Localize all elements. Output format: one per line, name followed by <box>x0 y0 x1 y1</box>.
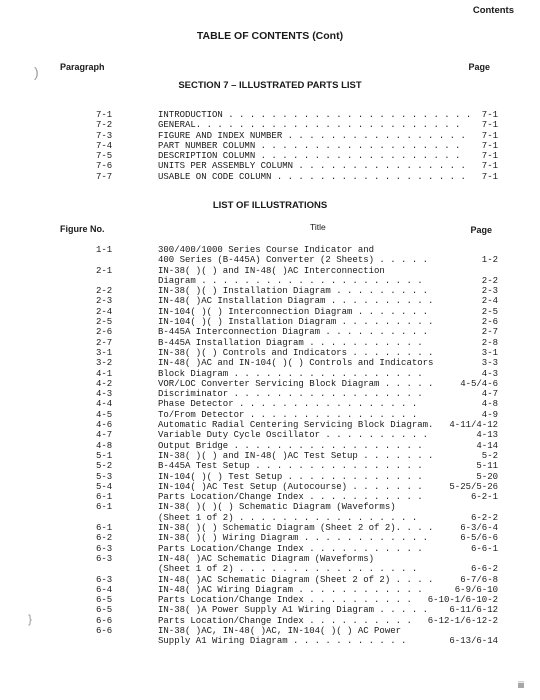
entry-title: INTRODUCTION . . . . . . . . . . . . . . . . . . . . . . . <box>158 110 472 120</box>
figure-entry <box>0 575 540 585</box>
figure-entry <box>0 533 540 543</box>
entry-page: 7-1 <box>481 140 498 151</box>
entry-title: DESCRIPTION COLUMN . . . . . . . . . . . . . . . . . . . <box>158 151 461 162</box>
entry-page: 7-1 <box>481 161 498 172</box>
entry-title: Parts Location/Change Index . . . . . . . . . . . <box>158 492 423 503</box>
entry-page: 4-5/4-6 <box>460 378 498 389</box>
entry-number: 4-4 <box>96 399 113 410</box>
figure-entry <box>0 441 540 451</box>
figure-entry <box>0 616 540 626</box>
entry-number: 4-2 <box>96 378 113 389</box>
entry-number: 5-4 <box>96 481 113 492</box>
figure-entry <box>0 245 540 255</box>
entry-page: 6-13/6-14 <box>449 636 498 647</box>
entry-title: IN-38( )( ) and IN-48( )AC Test Setup . . . . . . . <box>158 450 434 461</box>
entry-page: 2-4 <box>481 296 498 307</box>
page-number: iii <box>518 680 524 690</box>
entry-title: Discriminator . . . . . . . . . . . . . . . . . . <box>158 389 423 400</box>
figure-entry <box>0 358 540 368</box>
figure-entry <box>0 636 540 646</box>
entry-title: IN-48( )AC Installation Diagram . . . . . . . . . . <box>158 296 434 307</box>
entry-title: Block Diagram . . . . . . . . . . . . . . . . . . <box>158 368 423 379</box>
paragraph-column-label: Paragraph <box>60 62 105 72</box>
entry-number: 2-6 <box>96 327 113 338</box>
entry-page: 2-5 <box>481 306 498 317</box>
entry-number: 6-1 <box>96 502 113 513</box>
entry-title: IN-38( )( ) Controls and Indicators . . . . . . . . <box>158 347 434 358</box>
entry-number: 3-1 <box>96 347 113 358</box>
entry-number: 7-2 <box>96 120 113 131</box>
figure-entry <box>0 554 540 564</box>
entry-title: IN-104( )AC Test Setup (Autocourse) . . . . . . . <box>158 481 423 492</box>
entry-title: 400 Series (B-445A) Converter (2 Sheets) . . . . . <box>158 255 429 266</box>
entry-page: 7-1 <box>481 151 498 162</box>
entry-number: 7-7 <box>96 171 113 182</box>
entry-title: Parts Location/Change Index . . . . . . . . . . <box>158 615 412 626</box>
figure-list <box>0 245 540 647</box>
entry-number: 6-4 <box>96 584 113 595</box>
entry-page: 6-5/6-6 <box>460 533 498 544</box>
entry-page: 5-2 <box>481 450 498 461</box>
entry-page: 2-3 <box>481 286 498 297</box>
entry-title: GENERAL. . . . . . . . . . . . . . . . . . . . . . . . . <box>158 120 461 131</box>
toc-entry <box>0 161 540 171</box>
entry-number: 4-1 <box>96 368 113 379</box>
entry-title: B-445A Test Setup . . . . . . . . . . . . . . . . <box>158 461 423 472</box>
entry-title: Diagram . . . . . . . . . . . . . . . . . . . . . <box>158 275 423 286</box>
entry-page: 2-2 <box>481 275 498 286</box>
entry-page: 4-13 <box>476 430 498 441</box>
entry-title: Variable Duty Cycle Oscillator . . . . . . . . . . <box>158 430 429 441</box>
toc-entry <box>0 131 540 141</box>
entry-page: 2-8 <box>481 337 498 348</box>
entry-title: IN-38( )A Power Supply A1 Wiring Diagram . . . . . <box>158 605 429 616</box>
figure-entry <box>0 399 540 409</box>
entry-page: 4-9 <box>481 409 498 420</box>
entry-number: 2-1 <box>96 265 113 276</box>
title-column-label: Title <box>310 222 326 232</box>
figure-entry <box>0 585 540 595</box>
entry-page: 7-1 <box>481 171 498 182</box>
entry-page: 4-7 <box>481 389 498 400</box>
figure-entry <box>0 451 540 461</box>
figure-entry <box>0 513 540 523</box>
entry-title: (Sheet 1 of 2) . . . . . . . . . . . . . . . . . <box>158 564 418 575</box>
entry-page: 4-14 <box>476 440 498 451</box>
figure-entry <box>0 595 540 605</box>
entry-number: 7-4 <box>96 140 113 151</box>
section-title: SECTION 7 – ILLUSTRATED PARTS LIST <box>178 80 362 91</box>
entry-title: IN-48( )AC Schematic Diagram (Sheet 2 of 2) . . . . <box>158 574 434 585</box>
figure-entry <box>0 255 540 265</box>
entry-title: To/From Detector . . . . . . . . . . . . . . . . <box>158 409 418 420</box>
entry-page: 6-10-1/6-10-2 <box>427 595 498 606</box>
entry-page: 5-20 <box>476 471 498 482</box>
entry-page: 1-2 <box>481 255 498 266</box>
entry-number: 6-3 <box>96 553 113 564</box>
figure-entry <box>0 461 540 471</box>
entry-number: 6-3 <box>96 574 113 585</box>
figure-column-label: Figure No. <box>60 224 105 234</box>
entry-page: 5-11 <box>476 461 498 472</box>
entry-number: 2-2 <box>96 286 113 297</box>
entry-page: 3-3 <box>481 358 498 369</box>
entry-title: Parts Location/Change Index . . . . . . . . . . . <box>158 543 423 554</box>
entry-title: (Sheet 1 of 2) . . . . . . . . . . . . . . . . . <box>158 512 418 523</box>
entry-title: PART NUMBER COLUMN . . . . . . . . . . . . . . . . . . . <box>158 140 461 151</box>
entry-number: 2-5 <box>96 317 113 328</box>
entry-title: Supply A1 Wiring Diagram . . . . . . . . . . . <box>158 636 407 647</box>
figure-entry <box>0 307 540 317</box>
entry-number: 7-3 <box>96 130 113 141</box>
entry-title: IN-48( )AC Schematic Diagram (Waveforms) <box>158 553 375 564</box>
page-column-label-2: Page <box>470 225 492 235</box>
entry-title: Phase Detector . . . . . . . . . . . . . . . . . <box>158 399 418 410</box>
entry-title: IN-48( )AC and IN-104( )( ) Controls and Indicators <box>158 358 434 369</box>
margin-bracket-mark-2: } <box>28 612 33 626</box>
entry-title: IN-104( )( ) Test Setup . . . . . . . . . . . . . <box>158 471 423 482</box>
entry-title: IN-38( )( ) and IN-48( )AC Interconnection <box>158 265 385 276</box>
figure-entry <box>0 430 540 440</box>
entry-number: 6-1 <box>96 523 113 534</box>
toc-entry <box>0 151 540 161</box>
entry-title: IN-104( )( ) Installation Diagram . . . . . . . . . <box>158 317 434 328</box>
entry-number: 6-1 <box>96 492 113 503</box>
figure-entry <box>0 502 540 512</box>
list-of-illustrations-title: LIST OF ILLUSTRATIONS <box>212 200 328 211</box>
entry-page: 6-6-2 <box>470 564 498 575</box>
entry-number: 5-1 <box>96 450 113 461</box>
figure-entry <box>0 492 540 502</box>
entry-title: IN-48( )AC Wiring Diagram . . . . . . . . . . . . <box>158 584 423 595</box>
entry-number: 4-5 <box>96 409 113 420</box>
page-column-label: Page <box>468 62 490 72</box>
entry-page: 4-11/4-12 <box>449 420 498 431</box>
figure-entry <box>0 605 540 615</box>
entry-page: 6-12-1/6-12-2 <box>427 615 498 626</box>
entry-title: Output Bridge . . . . . . . . . . . . . . . . . . <box>158 440 423 451</box>
figure-entry <box>0 348 540 358</box>
entry-title: B-445A Installation Diagram . . . . . . . . . . . <box>158 337 423 348</box>
entry-number: 2-3 <box>96 296 113 307</box>
entry-page: 6-3/6-4 <box>460 523 498 534</box>
entry-page: 6-2-1 <box>470 492 498 503</box>
entry-page: 4-8 <box>481 399 498 410</box>
figure-entry <box>0 523 540 533</box>
entry-title: Parts Location/Change Index . . . . . . . . . . <box>158 595 412 606</box>
entry-page: 7-1 <box>481 110 498 120</box>
figure-entry <box>0 379 540 389</box>
entry-page: 3-1 <box>481 347 498 358</box>
figure-entry <box>0 482 540 492</box>
entry-title: IN-38( )( )( ) Schematic Diagram (Waveforms) <box>158 502 396 513</box>
figure-entry <box>0 626 540 636</box>
entry-number: 6-5 <box>96 595 113 606</box>
entry-page: 4-3 <box>481 368 498 379</box>
entry-number: 4-8 <box>96 440 113 451</box>
entry-page: 2-7 <box>481 327 498 338</box>
entry-number: 3-2 <box>96 358 113 369</box>
entry-page: 5-25/5-26 <box>449 481 498 492</box>
figure-entry <box>0 369 540 379</box>
entry-page: 6-2-2 <box>470 512 498 523</box>
entry-number: 1-1 <box>96 245 113 255</box>
entry-title: IN-38( )AC, IN-48( )AC, IN-104( )( ) AC Power <box>158 625 402 636</box>
entry-title: IN-38( )( ) Installation Diagram . . . . . . . . . <box>158 286 429 297</box>
entry-page: 6-11/6-12 <box>449 605 498 616</box>
entry-number: 6-5 <box>96 605 113 616</box>
entry-number: 4-7 <box>96 430 113 441</box>
toc-entry <box>0 141 540 151</box>
figure-entry <box>0 544 540 554</box>
entry-page: 7-1 <box>481 120 498 131</box>
figure-entry <box>0 327 540 337</box>
toc-entry <box>0 110 540 120</box>
figure-entry <box>0 296 540 306</box>
entry-number: 4-3 <box>96 389 113 400</box>
figure-entry <box>0 389 540 399</box>
figure-entry <box>0 338 540 348</box>
entry-title: B-445A Interconnection Diagram . . . . . . . . . . <box>158 327 429 338</box>
figure-entry <box>0 276 540 286</box>
entry-title: Automatic Radial Centering Servicing Block Diagram. <box>158 420 434 431</box>
header-section-name: Contents <box>472 5 514 16</box>
toc-title: TABLE OF CONTENTS (Cont) <box>196 30 344 42</box>
entry-title: 300/400/1000 Series Course Indicator and <box>158 245 375 255</box>
figure-entry <box>0 317 540 327</box>
entry-title: FIGURE AND INDEX NUMBER . . . . . . . . . . . . . . . . . <box>158 130 466 141</box>
entry-number: 2-4 <box>96 306 113 317</box>
entry-page: 6-7/6-8 <box>460 574 498 585</box>
entry-number: 5-3 <box>96 471 113 482</box>
entry-number: 2-7 <box>96 337 113 348</box>
entry-title: USABLE ON CODE COLUMN . . . . . . . . . . . . . . . . . . <box>158 171 466 182</box>
toc-entry <box>0 120 540 130</box>
entry-title: IN-38( )( ) Wiring Diagram . . . . . . . . . . . . <box>158 533 429 544</box>
entry-number: 4-6 <box>96 420 113 431</box>
entry-number: 6-6 <box>96 625 113 636</box>
entry-page: 2-6 <box>481 317 498 328</box>
margin-bracket-mark: ) <box>34 64 39 80</box>
entry-page: 6-9/6-10 <box>454 584 498 595</box>
entry-title: IN-104( )( ) Interconnection Diagram . . . . . . . <box>158 306 429 317</box>
figure-entry <box>0 564 540 574</box>
figure-entry <box>0 410 540 420</box>
toc-list <box>0 110 540 182</box>
entry-title: UNITS PER ASSEMBLY COLUMN . . . . . . . . . . . . . . . . <box>158 161 466 172</box>
figure-entry <box>0 286 540 296</box>
entry-page: 6-6-1 <box>470 543 498 554</box>
entry-title: VOR/LOC Converter Servicing Block Diagram . . . . . <box>158 378 434 389</box>
entry-number: 6-3 <box>96 543 113 554</box>
entry-page: 7-1 <box>481 130 498 141</box>
entry-title: IN-38( )( ) Schematic Diagram (Sheet 2 of 2). . . . <box>158 523 434 534</box>
figure-entry <box>0 420 540 430</box>
entry-number: 6-2 <box>96 533 113 544</box>
figure-entry <box>0 472 540 482</box>
entry-number: 7-5 <box>96 151 113 162</box>
entry-number: 5-2 <box>96 461 113 472</box>
entry-number: 7-6 <box>96 161 113 172</box>
toc-entry <box>0 172 540 182</box>
entry-number: 7-1 <box>96 110 113 120</box>
entry-number: 6-6 <box>96 615 113 626</box>
figure-entry <box>0 266 540 276</box>
